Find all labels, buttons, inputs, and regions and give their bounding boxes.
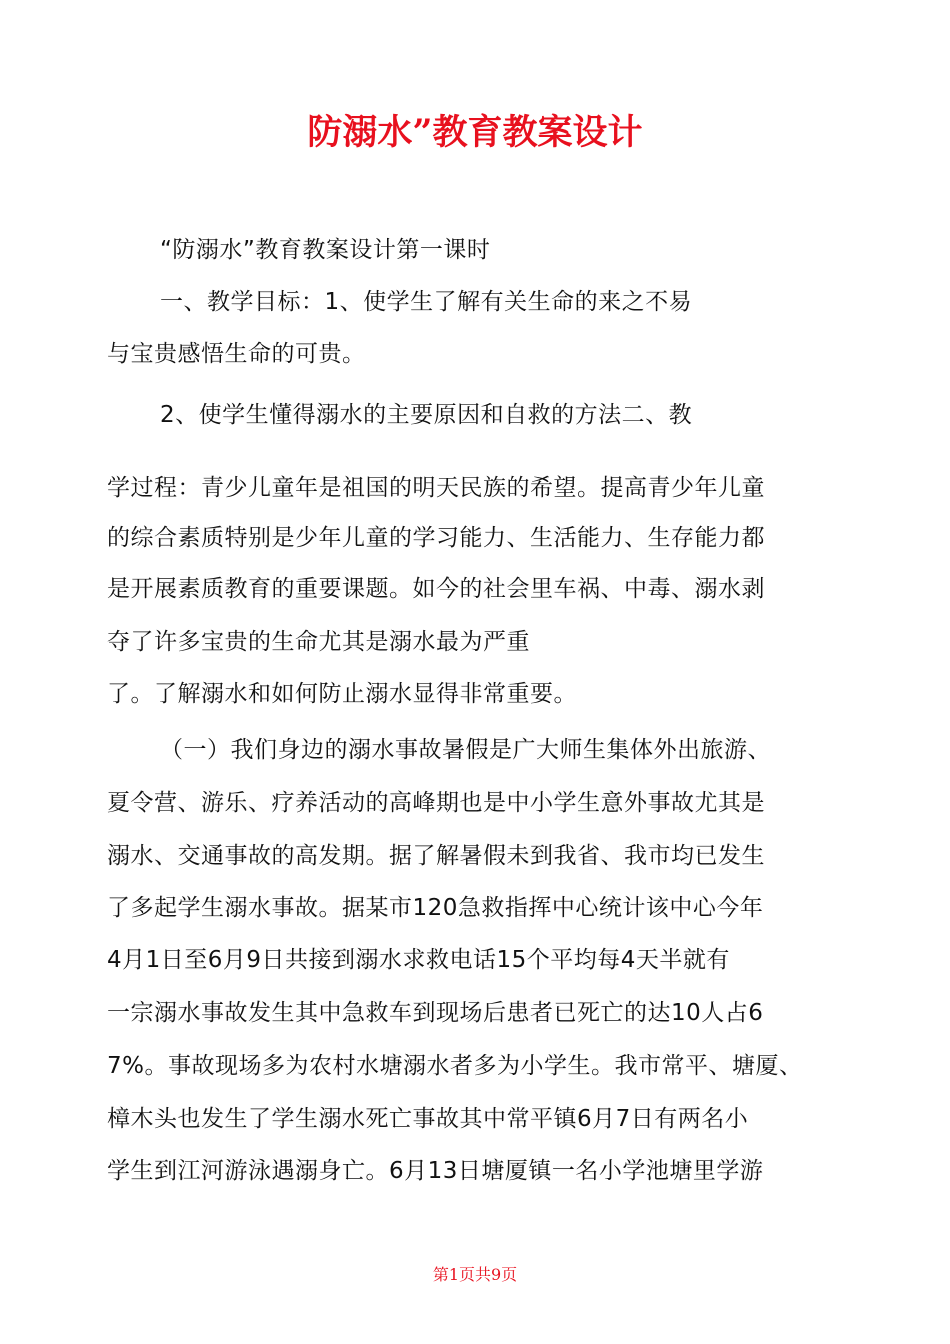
text-line: 学过程：青少儿童年是祖国的明天民族的希望。提高青少年儿童 [107,475,765,501]
text-line: （一）我们身边的溺水事故暑假是广大师生集体外出旅游、 [160,737,771,763]
text-line: 溺水、交通事故的高发期。据了解暑假未到我省、我市均已发生 [107,843,765,869]
page-number-footer: 第1页共9页 [432,1265,518,1284]
text-line: 夏令营、游乐、疗养活动的高峰期也是中小学生意外事故尤其是 [107,790,765,816]
text-line: 了多起学生溺水事故。据某市120急救指挥中心统计该中心今年 [107,895,764,921]
text-line: 一、教学目标：1、使学生了解有关生命的来之不易 [160,289,693,315]
text-line: 一宗溺水事故发生其中急救车到现场后患者已死亡的达10人占6 [107,1000,764,1026]
text-line: 2、使学生懂得溺水的主要原因和自救的方法二、教 [160,402,693,428]
text-line: “防溺水”教育教案设计第一课时 [160,237,491,263]
text-line: 了。了解溺水和如何防止溺水显得非常重要。 [107,681,577,707]
text-line: 夺了许多宝贵的生命尤其是溺水最为严重 [107,629,530,655]
text-line: 与宝贵感悟生命的可贵。 [107,341,366,367]
document-title: 防溺水”教育教案设计 [307,112,643,153]
text-line: 学生到江河游泳遇溺身亡。6月13日塘厦镇一名小学池塘里学游 [107,1158,764,1184]
text-line: 樟木头也发生了学生溺水死亡事故其中常平镇6月7日有两名小 [107,1106,749,1132]
text-line: 7%。事故现场多为农村水塘溺水者多为小学生。我市常平、塘厦、 [107,1053,803,1079]
text-line: 4月1日至6月9日共接到溺水求救电话15个平均每4天半就有 [107,947,730,973]
text-line: 是开展素质教育的重要课题。如今的社会里车祸、中毒、溺水剥 [107,576,765,602]
text-line: 的综合素质特别是少年儿童的学习能力、生活能力、生存能力都 [107,525,765,551]
